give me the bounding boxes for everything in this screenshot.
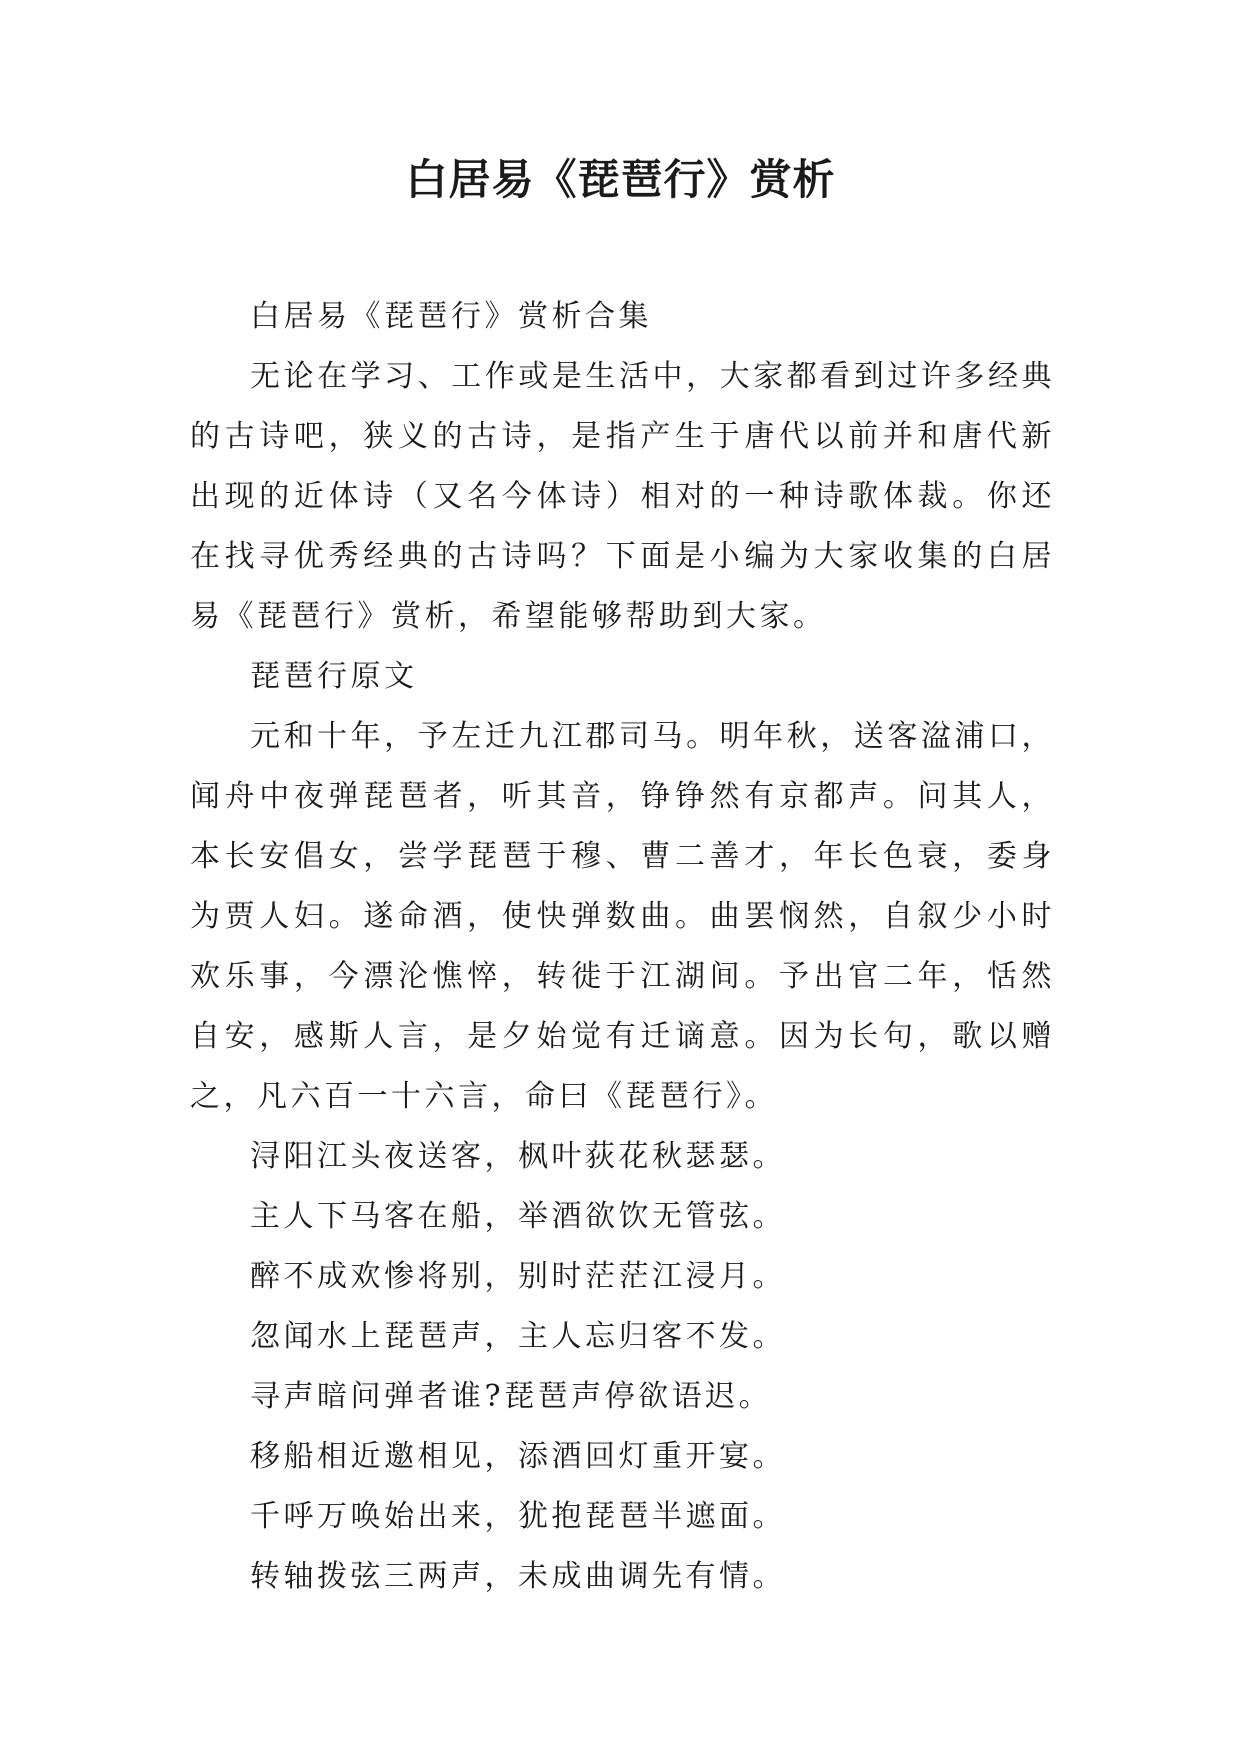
poem-line: 转轴拨弦三两声，未成曲调先有情。 — [250, 1559, 786, 1594]
intro-paragraph: 无论在学习、工作或是生活中，大家都看到过许多经典的古诗吧，狭义的古诗，是指产生于唐代以前并和唐代新出现的近体诗（又名今体诗）相对的一种诗歌体裁。你还在找寻优秀经典的古诗吗？下面是小编为大家收集的白居易《琵琶行》赏析，希望能够帮助到大家。 — [190, 359, 1055, 634]
poem-line: 移船相近邀相见，添酒回灯重开宴。 — [250, 1439, 786, 1474]
section-heading: 琵琶行原文 — [250, 659, 418, 694]
document-body — [190, 287, 1055, 1607]
preface-paragraph: 元和十年，予左迁九江郡司马。明年秋，送客湓浦口，闻舟中夜弹琵琶者，听其音，铮铮然有京都声。问其人，本长安倡女，尝学琵琶于穆、曹二善才，年长色衰，委身为贾人妇。遂命酒，使快弹数曲。曲罢悯然，自叙少小时欢乐事，今漂沦憔悴，转徙于江湖间。予出官二年，恬然自安，感斯人言，是夕始觉有迁谪意。因为长句，歌以赠之，凡六百一十六言，命曰《琵琶行》。 — [190, 719, 1055, 1114]
subtitle-paragraph: 白居易《琵琶行》赏析合集 — [250, 299, 652, 334]
poem-line: 寻声暗问弹者谁?琵琶声停欲语迟。 — [250, 1379, 773, 1414]
poem-line: 忽闻水上琵琶声，主人忘归客不发。 — [250, 1319, 786, 1354]
poem-line: 主人下马客在船，举酒欲饮无管弦。 — [250, 1199, 786, 1234]
poem-line: 醉不成欢惨将别，别时茫茫江浸月。 — [250, 1259, 786, 1294]
document-title: 白居易《琵琶行》赏析 — [405, 155, 836, 204]
poem-line: 千呼万唤始出来，犹抱琵琶半遮面。 — [250, 1499, 786, 1534]
poem-line: 浔阳江头夜送客，枫叶荻花秋瑟瑟。 — [250, 1139, 786, 1174]
